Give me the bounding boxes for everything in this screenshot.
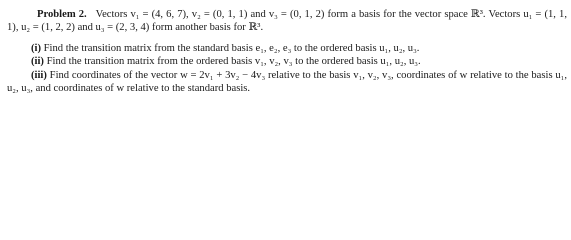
problem-heading: Problem 2.: [37, 9, 87, 20]
problem-part-ii: [7, 55, 567, 68]
problem-parts: [7, 42, 567, 96]
part-number: (ii): [31, 56, 44, 68]
problem-intro: [7, 8, 567, 35]
part-number: (i): [31, 42, 41, 54]
part-text: Find the transition matrix from the ordered basis v₁, v₂, v₃ to the ordered basis u₁, u₂, u₃.: [46, 56, 421, 68]
problem-block: [7, 8, 567, 95]
problem-part-iii: [7, 69, 567, 96]
part-text: Find the transition matrix from the standard basis e₁, e₂, e₃ to the ordered basis u₁, u₂, u₃.: [43, 42, 420, 54]
problem-intro-text: Vectors v₁ = (4, 6, 7), v₂ = (0, 1, 1) and v₃ = (0, 1, 2) form a basis for the vector space ℝ³. Vectors u₁ = (1, 1, 1), u₂ = (1, 2, 2) and u₃ = (2, 3, 4) form another basis for ℝ³.: [7, 9, 567, 34]
part-text: Find coordinates of the vector w = 2v₁ + 3v₂ − 4v₃ relative to the basis v₁, v₂, v₃, coordinates of w relative to the basis u₁, u₂, u₃, and coordinates of w relative to the standard basis.: [7, 69, 567, 95]
problem-part-i: [7, 42, 567, 55]
part-number: (iii): [31, 69, 47, 81]
